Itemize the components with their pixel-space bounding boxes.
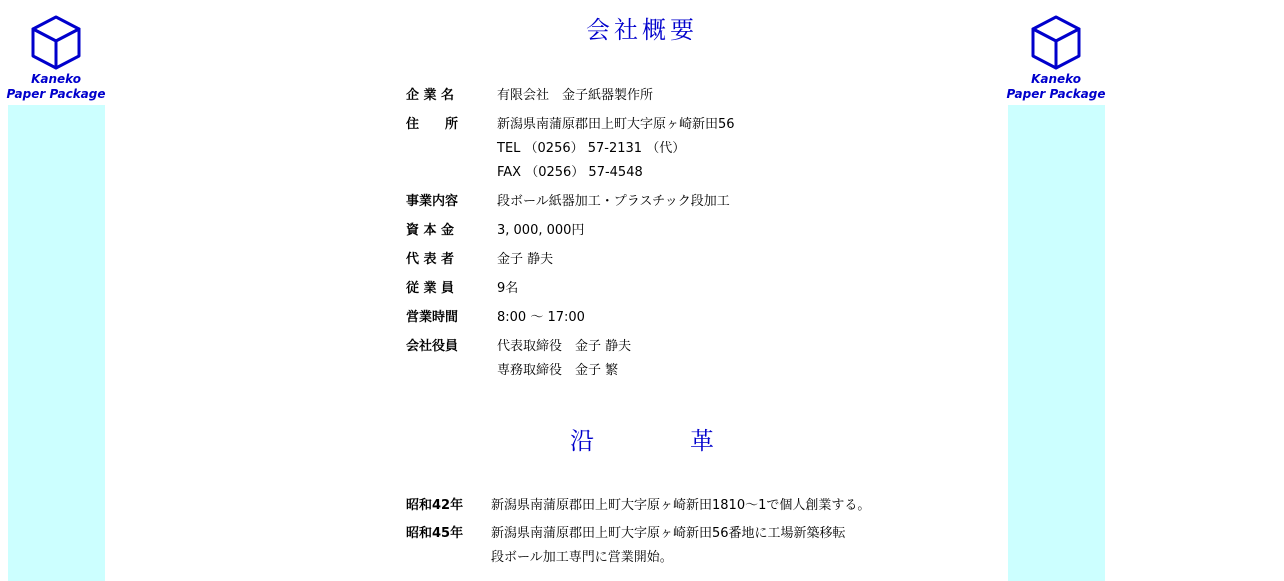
history-title	[570, 421, 714, 456]
logo-text-line2: Paper Package	[6, 87, 106, 101]
history-title-char2: 革	[690, 427, 714, 455]
sidebar-bar	[8, 105, 105, 581]
info-value-line: 専務取締役 金子 繁	[497, 363, 619, 378]
info-row	[406, 335, 735, 383]
logo-text-line2: Paper Package	[1006, 87, 1106, 101]
info-row	[406, 84, 735, 108]
sidebar-bar	[1008, 105, 1105, 581]
info-label: 代 表 者	[406, 252, 455, 267]
info-value	[497, 277, 518, 301]
info-row	[406, 190, 735, 214]
info-row	[406, 219, 735, 243]
info-label: 企 業 名	[406, 88, 455, 103]
info-value-line: TEL （0256） 57-2131 （代）	[497, 141, 686, 156]
history-text-line: 段ボール加工専門に営業開始。	[491, 550, 673, 565]
info-value-line: 9名	[497, 281, 519, 296]
left-sidebar	[6, 0, 106, 581]
info-row	[406, 277, 735, 301]
info-label: 住 所	[406, 117, 459, 132]
info-value-line: 段ボール紙器加工・プラスチック段加工	[497, 194, 730, 209]
history-text	[491, 522, 846, 570]
info-value-line: 有限会社 金子紙器製作所	[497, 88, 654, 103]
info-label: 資 本 金	[406, 223, 455, 238]
company-info	[406, 84, 735, 388]
info-value-line: 金子 静夫	[497, 252, 554, 267]
history-row	[406, 494, 870, 518]
info-value-line: 代表取締役 金子 静夫	[497, 339, 632, 354]
info-value-line: 新潟県南蒲原郡田上町大字原ヶ崎新田56	[497, 117, 735, 132]
logo-text-line1: Kaneko	[31, 72, 81, 86]
info-row	[406, 248, 735, 272]
history-year: 昭和45年	[406, 526, 464, 541]
info-value	[497, 335, 631, 383]
info-row	[406, 113, 735, 185]
info-label: 従 業 員	[406, 281, 455, 296]
info-label: 営業時間	[406, 310, 459, 325]
info-row	[406, 306, 735, 330]
info-value-line: 8:00 〜 17:00	[497, 310, 585, 325]
info-value	[497, 190, 730, 214]
info-value	[497, 84, 653, 108]
info-label: 会社役員	[406, 339, 459, 354]
logo-text-line1: Kaneko	[1031, 72, 1081, 86]
info-value	[497, 219, 584, 243]
info-value-line: 3, 000, 000円	[497, 223, 585, 238]
info-value	[497, 248, 553, 272]
page-title	[0, 10, 1284, 45]
history-text-line: 新潟県南蒲原郡田上町大字原ヶ崎新田56番地に工場新築移転	[491, 526, 846, 541]
page-title-text: 会社概要	[586, 16, 698, 44]
info-value	[497, 306, 585, 330]
info-value	[497, 113, 735, 185]
info-label: 事業内容	[406, 194, 459, 209]
history-list	[406, 494, 870, 574]
history-text	[491, 494, 870, 518]
history-title-char1: 沿	[570, 427, 594, 455]
right-sidebar	[1006, 0, 1106, 581]
history-row	[406, 522, 870, 570]
info-value-line: FAX （0256） 57-4548	[497, 165, 643, 180]
history-year: 昭和42年	[406, 498, 464, 513]
history-text-line: 新潟県南蒲原郡田上町大字原ヶ崎新田1810〜1で個人創業する。	[491, 498, 871, 513]
